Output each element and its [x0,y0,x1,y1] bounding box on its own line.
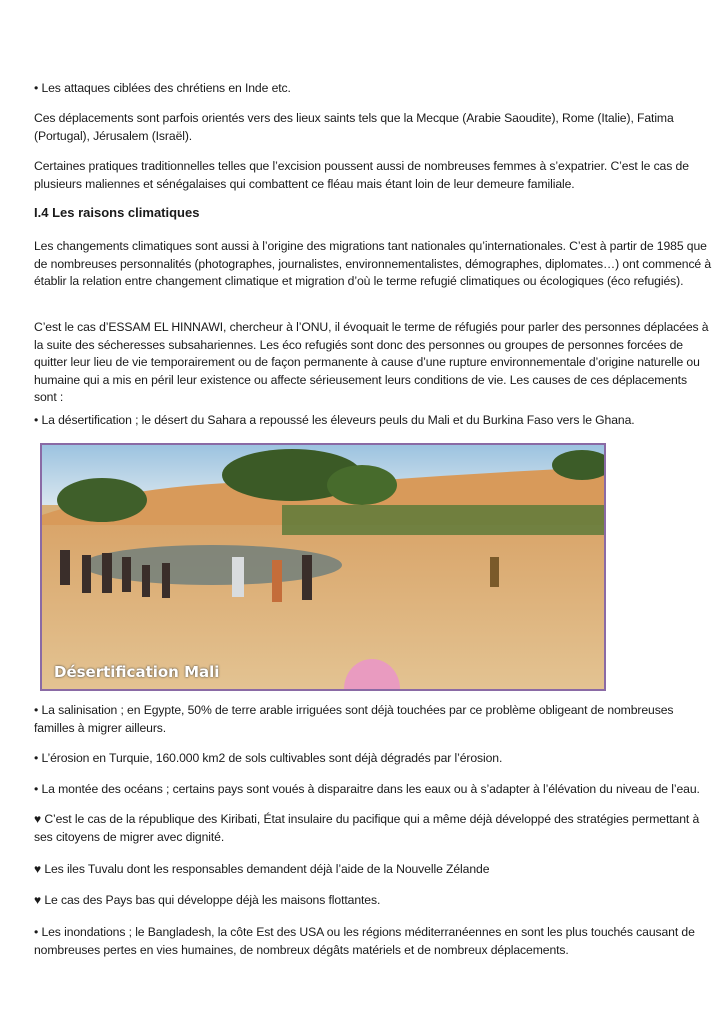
photo-illustration [42,445,604,689]
bullet-oceans: • La montée des océans ; certains pays sont voués à disparaitre dans les eaux ou à s’adapter à l’élévation du niveau de l’eau. [34,782,700,796]
desertification-photo [40,443,606,691]
paragraph-excision: Certaines pratiques traditionnelles telles que l’excision poussent aussi de nombreuses femmes à s’expatrier. C’est le cas de plusieurs maliennes et sénégalaises qui combattent ce fléau mais étant loin de leur demeure familiale. [34,159,689,191]
heart-icon: ♥ [34,893,42,907]
heart-item-tuvalu [34,861,489,879]
paragraph-lieux-saints: Ces déplacements sont parfois orientés vers des lieux saints tels que la Mecque (Arabie Saoudite), Rome (Italie), Fatima (Portugal), Jérusalem (Israël). [34,111,674,143]
bullet-erosion: • L’érosion en Turquie, 160.000 km2 de sols cultivables sont déjà dégradés par l’érosion. [34,751,503,765]
heart-icon: ♥ [34,862,42,876]
heart-item-kiribati [34,811,712,846]
bullet-inondations: • Les inondations ; le Bangladesh, la côte Est des USA ou les régions méditerranéennes en sont les plus touchés causant de nombreuses pertes en vies humaines, de nombreux dégâts matériels et de nombreux déplacements. [34,925,695,957]
bullet-attaques: • Les attaques ciblées des chrétiens en Inde etc. [34,81,291,95]
paragraph-changements: Les changements climatiques sont aussi à l’origine des migrations tant nationales qu’internationales. C’est à partir de 1985 que de nombreuses personnalités (photographes, journalistes, environnementalistes, démographes, diplomates…) ont commencé à établir la relation entre changement climatique et migration d’où le terme refugié climatiques ou écologiques (éco refugiés). [34,239,712,288]
bullet-desertification: • La désertification ; le désert du Sahara a repoussé les éleveurs peuls du Mali et du Burkina Faso vers le Ghana. [34,413,635,427]
heart-item-pays-bas [34,892,380,910]
bullet-salinisation: • La salinisation ; en Egypte, 50% de terre arable irriguées sont déjà touchées par ce problème obligeant de nombreuses familles à migrer ailleurs. [34,703,674,735]
figure-caption: Désertification Mali [54,663,220,681]
heart-item-pays-bas-text: Le cas des Pays bas qui développe déjà les maisons flottantes. [41,893,381,907]
section-heading: I.4 Les raisons climatiques [34,205,200,220]
heart-icon: ♥ [34,812,42,826]
heart-item-tuvalu-text: Les iles Tuvalu dont les responsables demandent déjà l’aide de la Nouvelle Zélande [41,862,490,876]
paragraph-essam: C’est le cas d’ESSAM EL HINNAWI, chercheur à l’ONU, il évoquait le terme de réfugiés pour parler des personnes déplacées à la suite des sécheresses subsahariennes. Les éco refugiés sont donc des personnes ou groupes de personnes forcées de quitter leur lieu de vie temporairement ou de façon permanente à cause d’une rupture environnementale d’origine naturelle ou humaine qui a mis en péril leur existence ou affecte sérieusement leurs conditions de vie. Les causes de ces déplacements sont : [34,320,709,404]
heart-item-kiribati-text: C’est le cas de la république des Kiribati, État insulaire du pacifique qui a même déjà développé des stratégies permettant à ses citoyens de migrer avec dignité. [34,812,700,844]
